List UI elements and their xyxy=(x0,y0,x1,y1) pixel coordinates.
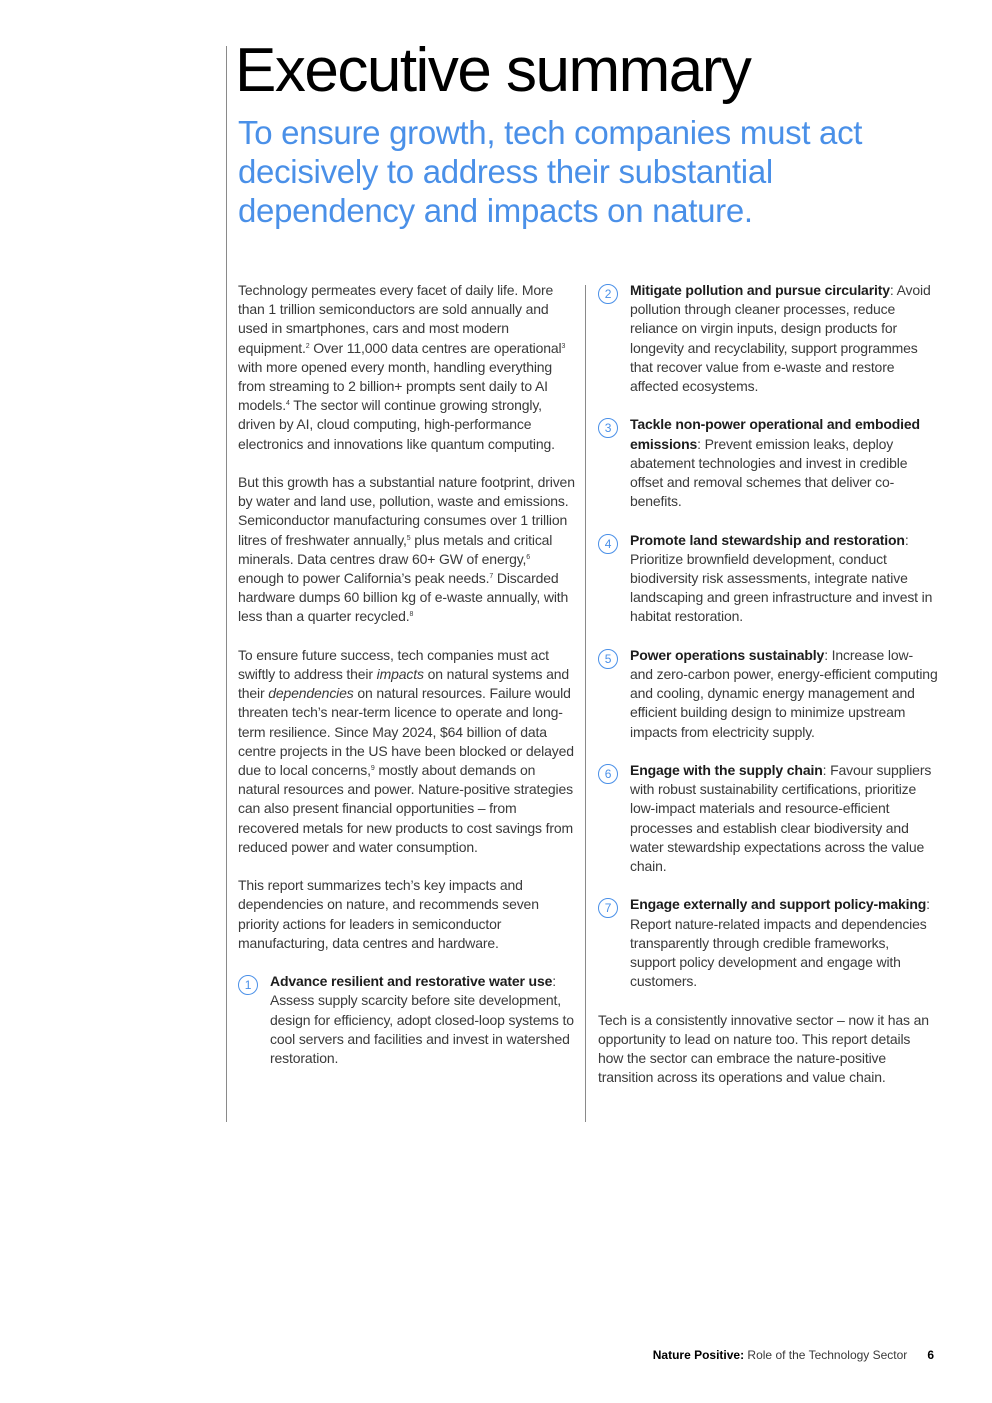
action-title: Tackle non-power operational and embodied emissions xyxy=(630,416,920,452)
action-title: Mitigate pollution and pursue circularity xyxy=(630,282,890,298)
page-subtitle: To ensure growth, tech companies must act decisively to address their substantial dependency and impacts on nature. xyxy=(238,114,863,229)
number-badge: 7 xyxy=(598,898,618,918)
number-badge: 4 xyxy=(598,534,618,554)
footnote-ref: 8 xyxy=(409,611,414,619)
action-title: Power operations sustainably xyxy=(630,646,825,663)
number-badge: 3 xyxy=(598,418,618,438)
footer-title: Role of the Technology Sector xyxy=(744,1348,908,1362)
action-item-3 xyxy=(598,415,938,511)
footnote-ref: 6 xyxy=(526,553,531,561)
page-title: Executive summary xyxy=(235,36,751,105)
intro-paragraph-2: But this growth has a substantial nature footprint, driven by water and land use, pollution, waste and emissions. Semiconductor manufacturing consumes over 1 trillion litres of freshwater annually,$^5$ plus metals and critical minerals. Data centres draw 60+ GW of energy,$^6$ enough to power California’s peak needs.$^7$ Discarded hardware dumps 60 billion kg of e-waste annually, with less than a quarter recycled.$^8$ xyxy=(238,474,575,625)
footnote-ref: 9 xyxy=(370,765,375,773)
vertical-rule-left xyxy=(226,46,227,1122)
action-item-1 xyxy=(238,972,578,1068)
action-title: Promote land stewardship and restoration xyxy=(630,531,905,548)
footnote-ref: 4 xyxy=(285,400,290,408)
number-badge: 6 xyxy=(598,764,618,784)
intro-paragraph-3: To ensure future success, tech companies must act swiftly to address their impacts on natural systems and their dependencies on natural resources. Failure would threaten tech’s near-term licence to operate and long-term resilience. Since May 2024, $64 billion of data centre projects in the US have been blocked or delayed due to local concerns,$^9$ mostly about demands on natural resources and power. Nature-positive strategies can also present financial opportunities – from recovered metals for new products to cost savings from reduced power and water consumption. xyxy=(238,646,574,855)
action-title: Advance resilient and restorative water use xyxy=(270,973,553,990)
emphasis-text: impacts xyxy=(376,666,424,683)
footnote-ref: 2 xyxy=(305,342,310,350)
action-text: : Increase low- and zero-carbon power, energy-efficient computing and cooling, dynamic energy management and efficient building design to minimize upstream impacts from electricity supply. xyxy=(630,646,938,740)
action-text: : Avoid pollution through cleaner processes, reduce reliance on virgin inputs, design products for longevity and recyclability, support programmes that recover value from e-waste and restore affected ecosystems. xyxy=(630,282,931,395)
action-item-2 xyxy=(598,281,938,396)
action-item-4 xyxy=(598,531,938,627)
action-text: : Prevent emission leaks, deploy abatement technologies and invest in credible offset and removal schemes that deliver co-benefits. xyxy=(630,435,908,510)
right-column xyxy=(598,281,938,1107)
vertical-rule-center xyxy=(585,285,586,1122)
number-badge: 2 xyxy=(598,284,618,304)
footnote-ref: 3 xyxy=(561,342,566,350)
footnote-ref: 7 xyxy=(489,573,494,581)
action-text: : Prioritize brownfield development, conduct biodiversity risk assessments, integrate native landscaping and green infrastructure and invest in habitat restoration. xyxy=(630,531,933,625)
footnote-ref: 5 xyxy=(406,534,411,542)
left-column xyxy=(238,281,578,1087)
closing-paragraph: Tech is a consistently innovative sector – now it has an opportunity to lead on nature too. This report details how the sector can embrace the nature-positive transition across its operations and value chain. xyxy=(598,1011,929,1086)
footer-brand: Nature Positive: xyxy=(652,1348,745,1362)
page-footer xyxy=(653,1347,934,1363)
number-badge: 5 xyxy=(598,649,618,669)
intro-paragraph-1: Technology permeates every facet of daily life. More than 1 trillion semiconductors are sold annually and used in smartphones, cars and most modern equipment.$^2$ Over 11,000 data centres are operational$^3$ with more opened every month, handling everything from streaming to 2 billion+ prompts sent daily to AI models.$^4$ The sector will continue growing strongly, driven by AI, cloud computing, high-performance electronics and innovations like quantum computing. xyxy=(238,282,566,452)
action-text: : Report nature-related impacts and dependencies transparently through credible frameworks, support policy development and engage with customers. xyxy=(630,896,930,990)
action-text: : Assess supply scarcity before site development, design for efficiency, adopt closed-loop systems to cool servers and facilities and invest in watershed restoration. xyxy=(270,973,574,1067)
number-badge: 1 xyxy=(238,975,258,995)
action-title: Engage externally and support policy-making xyxy=(630,896,927,913)
action-text: : Favour suppliers with robust sustainability certifications, prioritize low-impact materials and resource-efficient processes and establish clear biodiversity and water stewardship expectations across the value chain. xyxy=(630,762,932,875)
action-item-6 xyxy=(598,761,938,876)
action-item-5 xyxy=(598,646,938,742)
intro-paragraph-4: This report summarizes tech’s key impacts and dependencies on nature, and recommends seven priority actions for leaders in semiconductor manufacturing, data centres and hardware. xyxy=(238,877,539,951)
action-title: Engage with the supply chain xyxy=(630,762,823,779)
emphasis-text: dependencies xyxy=(268,685,354,702)
action-item-7 xyxy=(598,895,938,991)
page-number: 6 xyxy=(927,1348,934,1362)
